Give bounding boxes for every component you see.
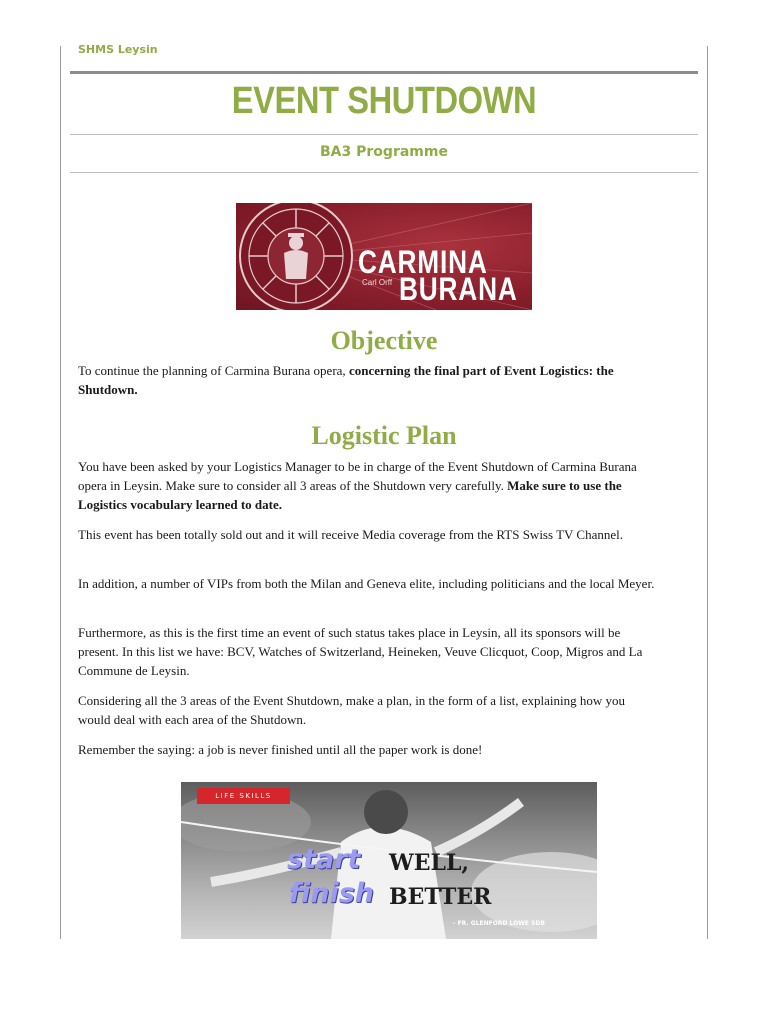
page-border-left	[60, 46, 61, 939]
plan-p1-plain: You have been asked by your Logistics Manager to be in charge of the Event Shutdown of Carmina Burana opera in Leysin. Make sure to consider all 3 areas of the Shutdown very carefully.	[78, 459, 637, 493]
objective-text-plain: To continue the planning of Carmina Burana opera,	[78, 363, 349, 378]
slogan-well: WELL,	[389, 850, 470, 876]
banner-composer: Carl Orff	[362, 278, 393, 287]
life-skills-poster	[181, 782, 597, 939]
plan-paragraph-5: Considering all the 3 areas of the Event Shutdown, make a plan, in the form of a list, explaining how you would deal with each area of the Shutdown.	[78, 693, 625, 727]
plan-paragraph-2: This event has been totally sold out and it will receive Media coverage from the RTS Swiss TV Channel.	[78, 527, 623, 542]
title-rule	[70, 134, 698, 135]
objective-heading: Objective	[330, 326, 438, 355]
banner-word-carmina: CARMINA	[358, 244, 488, 280]
poster-credit: - FR. GLENFORD LOWE SDB	[453, 920, 545, 927]
life-skills-tag: LIFE SKILLS	[197, 788, 290, 804]
objective-text-bold: concerning the final part of Event Logistics: the Shutdown.	[78, 363, 614, 397]
header-rule	[70, 71, 698, 74]
plan-paragraph-3: In addition, a number of VIPs from both the Milan and Geneva elite, including politicians and the local Meyer.	[78, 576, 655, 591]
plan-p1-bold: Make sure to use the Logistics vocabulary learned to date.	[78, 478, 622, 512]
plan-paragraph-6: Remember the saying: a job is never finished until all the paper work is done!	[78, 742, 483, 757]
plan-paragraph-4: Furthermore, as this is the first time an event of such status takes place in Leysin, all its sponsors will be present. In this list we have: BCV, Watches of Switzerland, Heineken, Veuve Clicquot, Coop, Migros and La Commune de Leysin.	[78, 625, 643, 678]
header-org: SHMS Leysin	[78, 43, 158, 56]
plan-paragraph-1	[78, 457, 658, 514]
document-title: EVENT SHUTDOWN	[231, 80, 537, 122]
banner-word-burana: BURANA	[399, 271, 518, 307]
subtitle-rule	[70, 172, 698, 173]
slogan-finish: finish	[289, 878, 375, 909]
carmina-burana-banner	[236, 203, 532, 310]
logistic-plan-heading: Logistic Plan	[311, 421, 457, 450]
objective-text	[78, 361, 658, 399]
document-subtitle: BA3 Programme	[320, 144, 448, 160]
slogan-better: BETTER	[389, 884, 492, 910]
slogan-start: start	[287, 844, 361, 875]
page-border-right	[707, 46, 708, 939]
